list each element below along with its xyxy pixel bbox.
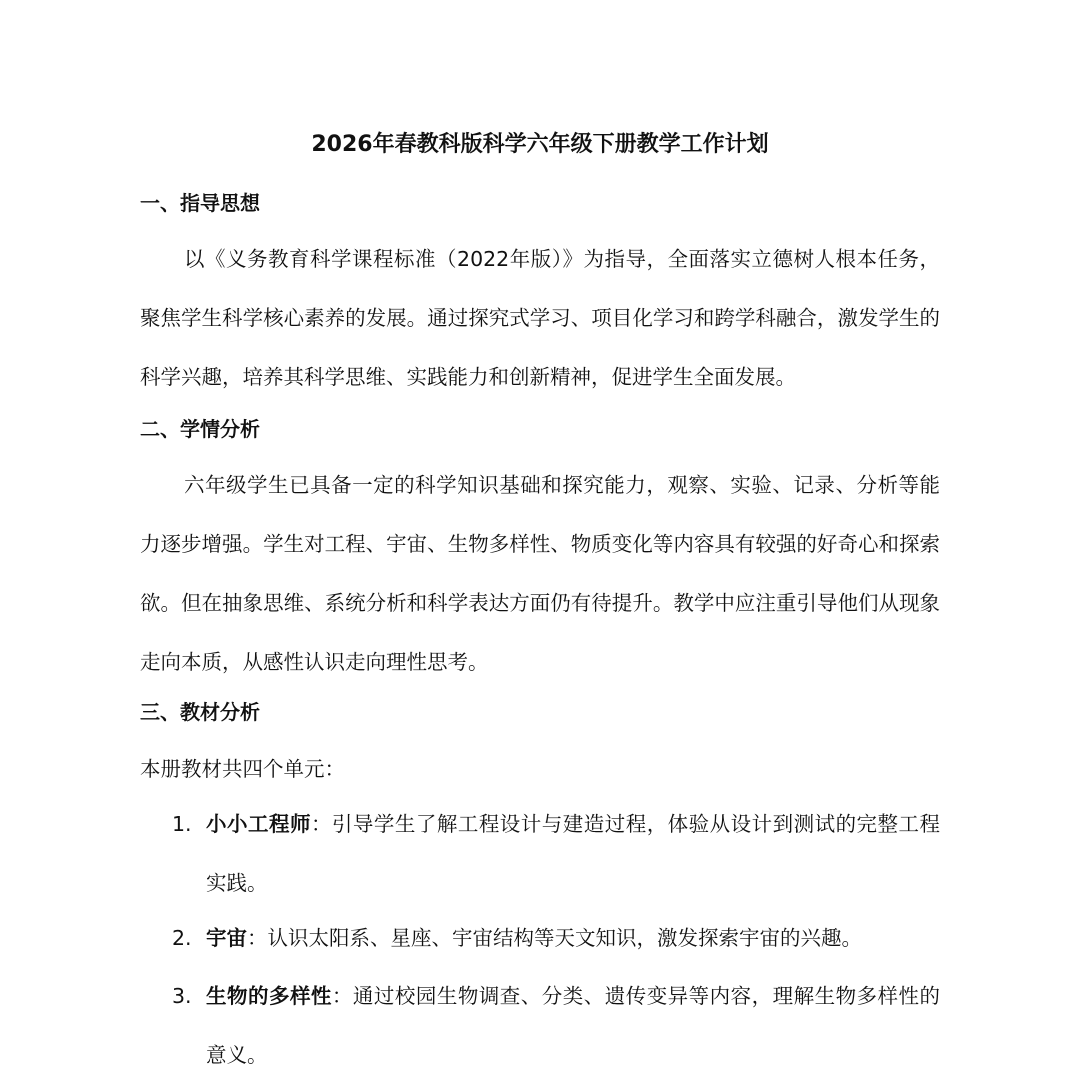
- section-heading-student-analysis: 二、学情分析: [140, 417, 260, 441]
- section-paragraph-student-analysis: 六年级学生已具备一定的科学知识基础和探究能力，观察、实验、记录、分析等能力逐步增强。学生对工程、宇宙、生物多样性、物质变化等内容具有较强的好奇心和探索欲。但在抽象思维、系统分析和科学表达方面仍有待提升。教学中应注重引导他们从现象走向本质，从感性认识走向理性思考。: [140, 473, 940, 674]
- list-item-unit-2: [172, 909, 940, 968]
- list-item-number: 1.: [172, 812, 192, 836]
- list-item-unit-3: [172, 967, 940, 1080]
- list-item-body: [206, 967, 940, 1080]
- unit-term: 小小工程师: [206, 812, 311, 836]
- list-item-number: 3.: [172, 984, 192, 1008]
- section-heading-guiding-ideology: 一、指导思想: [140, 191, 260, 215]
- list-item-body: [206, 795, 940, 913]
- unit-term: 生物的多样性: [206, 984, 332, 1008]
- list-item-body: [206, 909, 940, 968]
- unit-description: ：引导学生了解工程设计与建造过程，体验从设计到测试的完整工程实践。: [206, 812, 941, 895]
- document-title: 2026年春教科版科学六年级下册教学工作计划: [311, 132, 769, 157]
- unit-term: 宇宙: [206, 926, 247, 950]
- units-intro: 本册教材共四个单元：: [140, 757, 345, 781]
- section-paragraph-guiding-ideology: 以《义务教育科学课程标准（2022年版）》为指导，全面落实立德树人根本任务，聚焦学生科学核心素养的发展。通过探究式学习、项目化学习和跨学科融合，激发学生的科学兴趣，培养其科学思维、实践能力和创新精神，促进学生全面发展。: [140, 247, 940, 389]
- section-heading-textbook-analysis: 三、教材分析: [140, 700, 260, 724]
- list-item-unit-1: [172, 795, 940, 913]
- unit-description: ：通过校园生物调查、分类、遗传变异等内容，理解生物多样性的意义。: [206, 984, 941, 1067]
- list-item-number: 2.: [172, 926, 192, 950]
- unit-description: ：认识太阳系、星座、宇宙结构等天文知识，激发探索宇宙的兴趣。: [247, 926, 862, 950]
